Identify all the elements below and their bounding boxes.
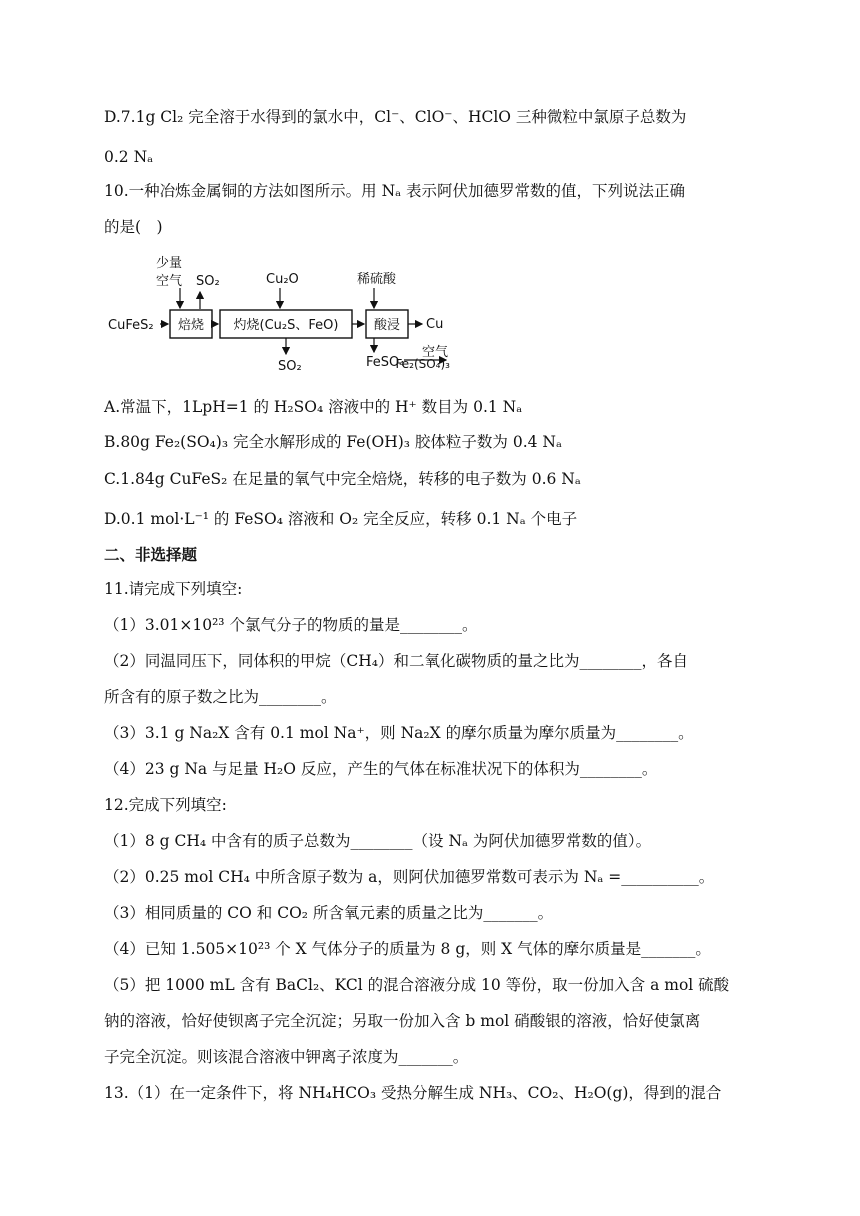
diagram-label-shaoliang: 少量 [156,256,183,271]
question-12-part5: （5）把 1000 mL 含有 BaCl₂、KCl 的混合溶液分成 10 等份，取一份加入含 a mol 硫酸 [104,976,730,994]
question-13-stem: 13.（1）在一定条件下，将 NH₄HCO₃ 受热分解生成 NH₃、CO₂、H₂O(g)，得到的混合 [104,1084,722,1102]
question-12-part5-cont2: 子完全沉淀。则该混合溶液中钾离子浓度为_______。 [104,1048,469,1066]
question-11-part3: （3）3.1 g Na₂X 含有 0.1 mol Na⁺，则 Na₂X 的摩尔质量为摩尔质量为________。 [104,724,694,742]
box-roast-label: 焙烧 [177,318,205,333]
diagram-label-so2-up: SO₂ [196,274,220,289]
option-d: D.0.1 mol·L⁻¹ 的 FeSO₄ 溶液和 O₂ 完全反应，转移 0.1 Nₐ 个电子 [104,510,578,528]
question-11-part2-cont: 所含有的原子数之比为________。 [104,688,337,706]
diagram-label-cu2o: Cu₂O [266,272,299,287]
option-a: A.常温下，1LpH=1 的 H₂SO₄ 溶液中的 H⁺ 数目为 0.1 Nₐ [104,398,523,416]
option-c: C.1.84g CuFeS₂ 在足量的氧气中完全焙烧，转移的电子数为 0.6 Nₐ [104,470,581,488]
question-12-part3: （3）相同质量的 CO 和 CO₂ 所含氧元素的质量之比为_______。 [104,904,554,922]
question-11-part1: （1）3.01×10²³ 个氯气分子的物质的量是________。 [104,616,478,634]
diagram-label-cufes2: CuFeS₂ [108,318,154,333]
option-b: B.80g Fe₂(SO₄)₃ 完全水解形成的 Fe(OH)₃ 胶体粒子数为 0.4 Nₐ [104,433,562,451]
question-12-part4: （4）已知 1.505×10²³ 个 X 气体分子的质量为 8 g，则 X 气体的摩尔质量是_______。 [104,940,711,958]
question-10-stem-cont: 的是( ) [104,218,163,236]
diagram-label-feso4: FeSO₄ [366,355,405,370]
diagram-label-air: 空气 [422,345,449,360]
diagram-label-so2-down: SO₂ [278,359,302,374]
line-d-option-cont: 0.2 Nₐ [104,148,154,166]
question-12-stem: 12.完成下列填空: [104,796,227,814]
diagram-label-fe2so43: Fe₂(SO₄)₃ [395,357,450,371]
question-12-part5-cont1: 钠的溶液，恰好使钡离子完全沉淀；另取一份加入含 b mol 硝酸银的溶液，恰好使氯离 [104,1012,701,1030]
question-11-part2: （2）同温同压下，同体积的甲烷（CH₄）和二氧化碳物质的量之比为________，各自 [104,652,688,670]
question-12-part2: （2）0.25 mol CH₄ 中所含原子数为 a，则阿伏加德罗常数可表示为 Nₐ =__________。 [104,868,715,886]
box-acid-leach-label: 酸浸 [373,318,401,333]
copper-smelting-flow-diagram [104,252,464,378]
line-d-option: D.7.1g Cl₂ 完全溶于水得到的氯水中，Cl⁻、ClO⁻、HClO 三种微粒中氯原子总数为 [104,108,687,126]
section-heading: 二、非选择题 [104,546,198,564]
question-12-part1: （1）8 g CH₄ 中含有的质子总数为________（设 Nₐ 为阿伏加德罗常数的值）。 [104,832,652,850]
diagram-label-air-in: 空气 [156,274,183,289]
question-11-part4: （4）23 g Na 与足量 H₂O 反应，产生的气体在标准状况下的体积为________。 [104,760,658,778]
diagram-label-dilute-acid: 稀硫酸 [357,272,397,287]
box-burn-label: 灼烧(Cu₂S、FeO) [233,318,339,333]
question-10-stem: 10.一种冶炼金属铜的方法如图所示。用 Nₐ 表示阿伏加德罗常数的值，下列说法正确 [104,182,686,200]
question-11-stem: 11.请完成下列填空: [104,580,243,598]
diagram-label-product-cu: Cu [426,317,444,332]
